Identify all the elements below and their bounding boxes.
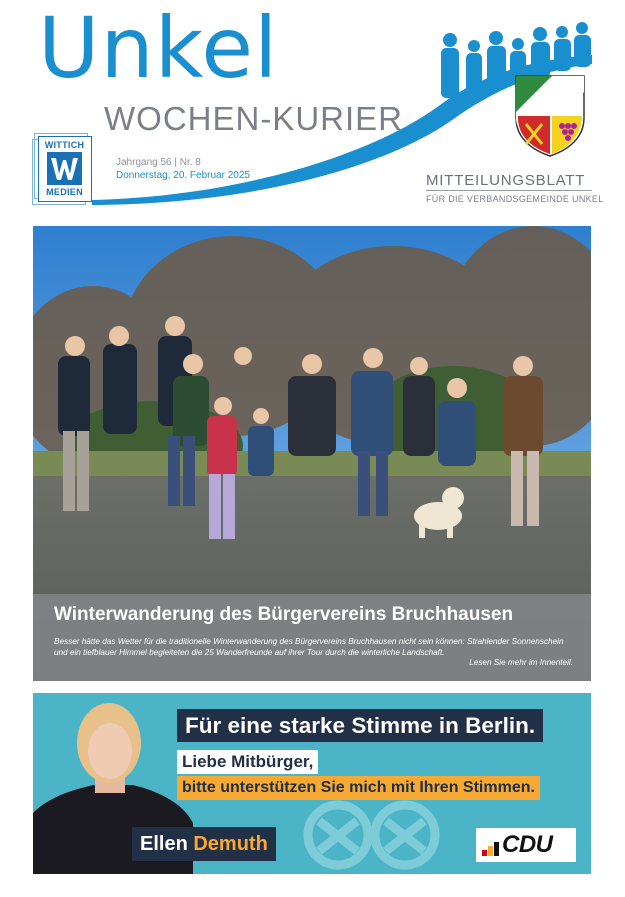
party-logo xyxy=(476,828,576,862)
read-more-text: Lesen Sie mehr im Innenteil. xyxy=(469,658,573,667)
ad-greeting: Liebe Mitbürger, xyxy=(177,750,318,774)
publisher-w-icon xyxy=(47,152,82,185)
ad-headline: Für eine starke Stimme in Berlin. xyxy=(177,709,543,742)
candidate-last-name: Demuth xyxy=(193,833,268,855)
party-name: CDU xyxy=(502,831,553,858)
bulletin-title: MITTEILUNGSBLATT xyxy=(426,172,586,189)
cover-headline: Winterwanderung des Bürgervereins Bruchhausen xyxy=(54,604,514,625)
ad-appeal: bitte unterstützen Sie mich mit Ihren Stimmen. xyxy=(177,776,540,800)
coat-of-arms-icon xyxy=(512,72,588,158)
publisher-logo-bottom: MEDIEN xyxy=(46,187,83,197)
publisher-logo-top: WITTICH xyxy=(44,140,85,150)
cover-text: Besser hätte das Wetter für die traditionelle Winterwanderung des Bürgervereins Bruchhausen nicht sein können: Strahlender Sonnenschein und ein tiefblauer Himmel begleiteten die 25 Wanderfreunde auf ihrer Tour durch die winterliche Landschaft. xyxy=(54,637,564,657)
bulletin-divider xyxy=(426,190,592,191)
masthead-subtitle: WOCHEN-KURIER xyxy=(104,100,403,137)
candidate-name xyxy=(132,827,276,861)
publisher-logo xyxy=(32,132,94,204)
issue-date: Donnerstag, 20. Februar 2025 xyxy=(116,170,250,181)
bulletin-subtitle: FÜR DIE VERBANDSGEMEINDE UNKEL xyxy=(426,194,604,204)
issue-number: Jahrgang 56 | Nr. 8 xyxy=(116,157,201,168)
masthead xyxy=(0,0,625,215)
party-logo-bars-icon xyxy=(482,840,502,856)
masthead-title: Unkel xyxy=(38,0,279,97)
candidate-first-name: Ellen xyxy=(140,833,188,855)
